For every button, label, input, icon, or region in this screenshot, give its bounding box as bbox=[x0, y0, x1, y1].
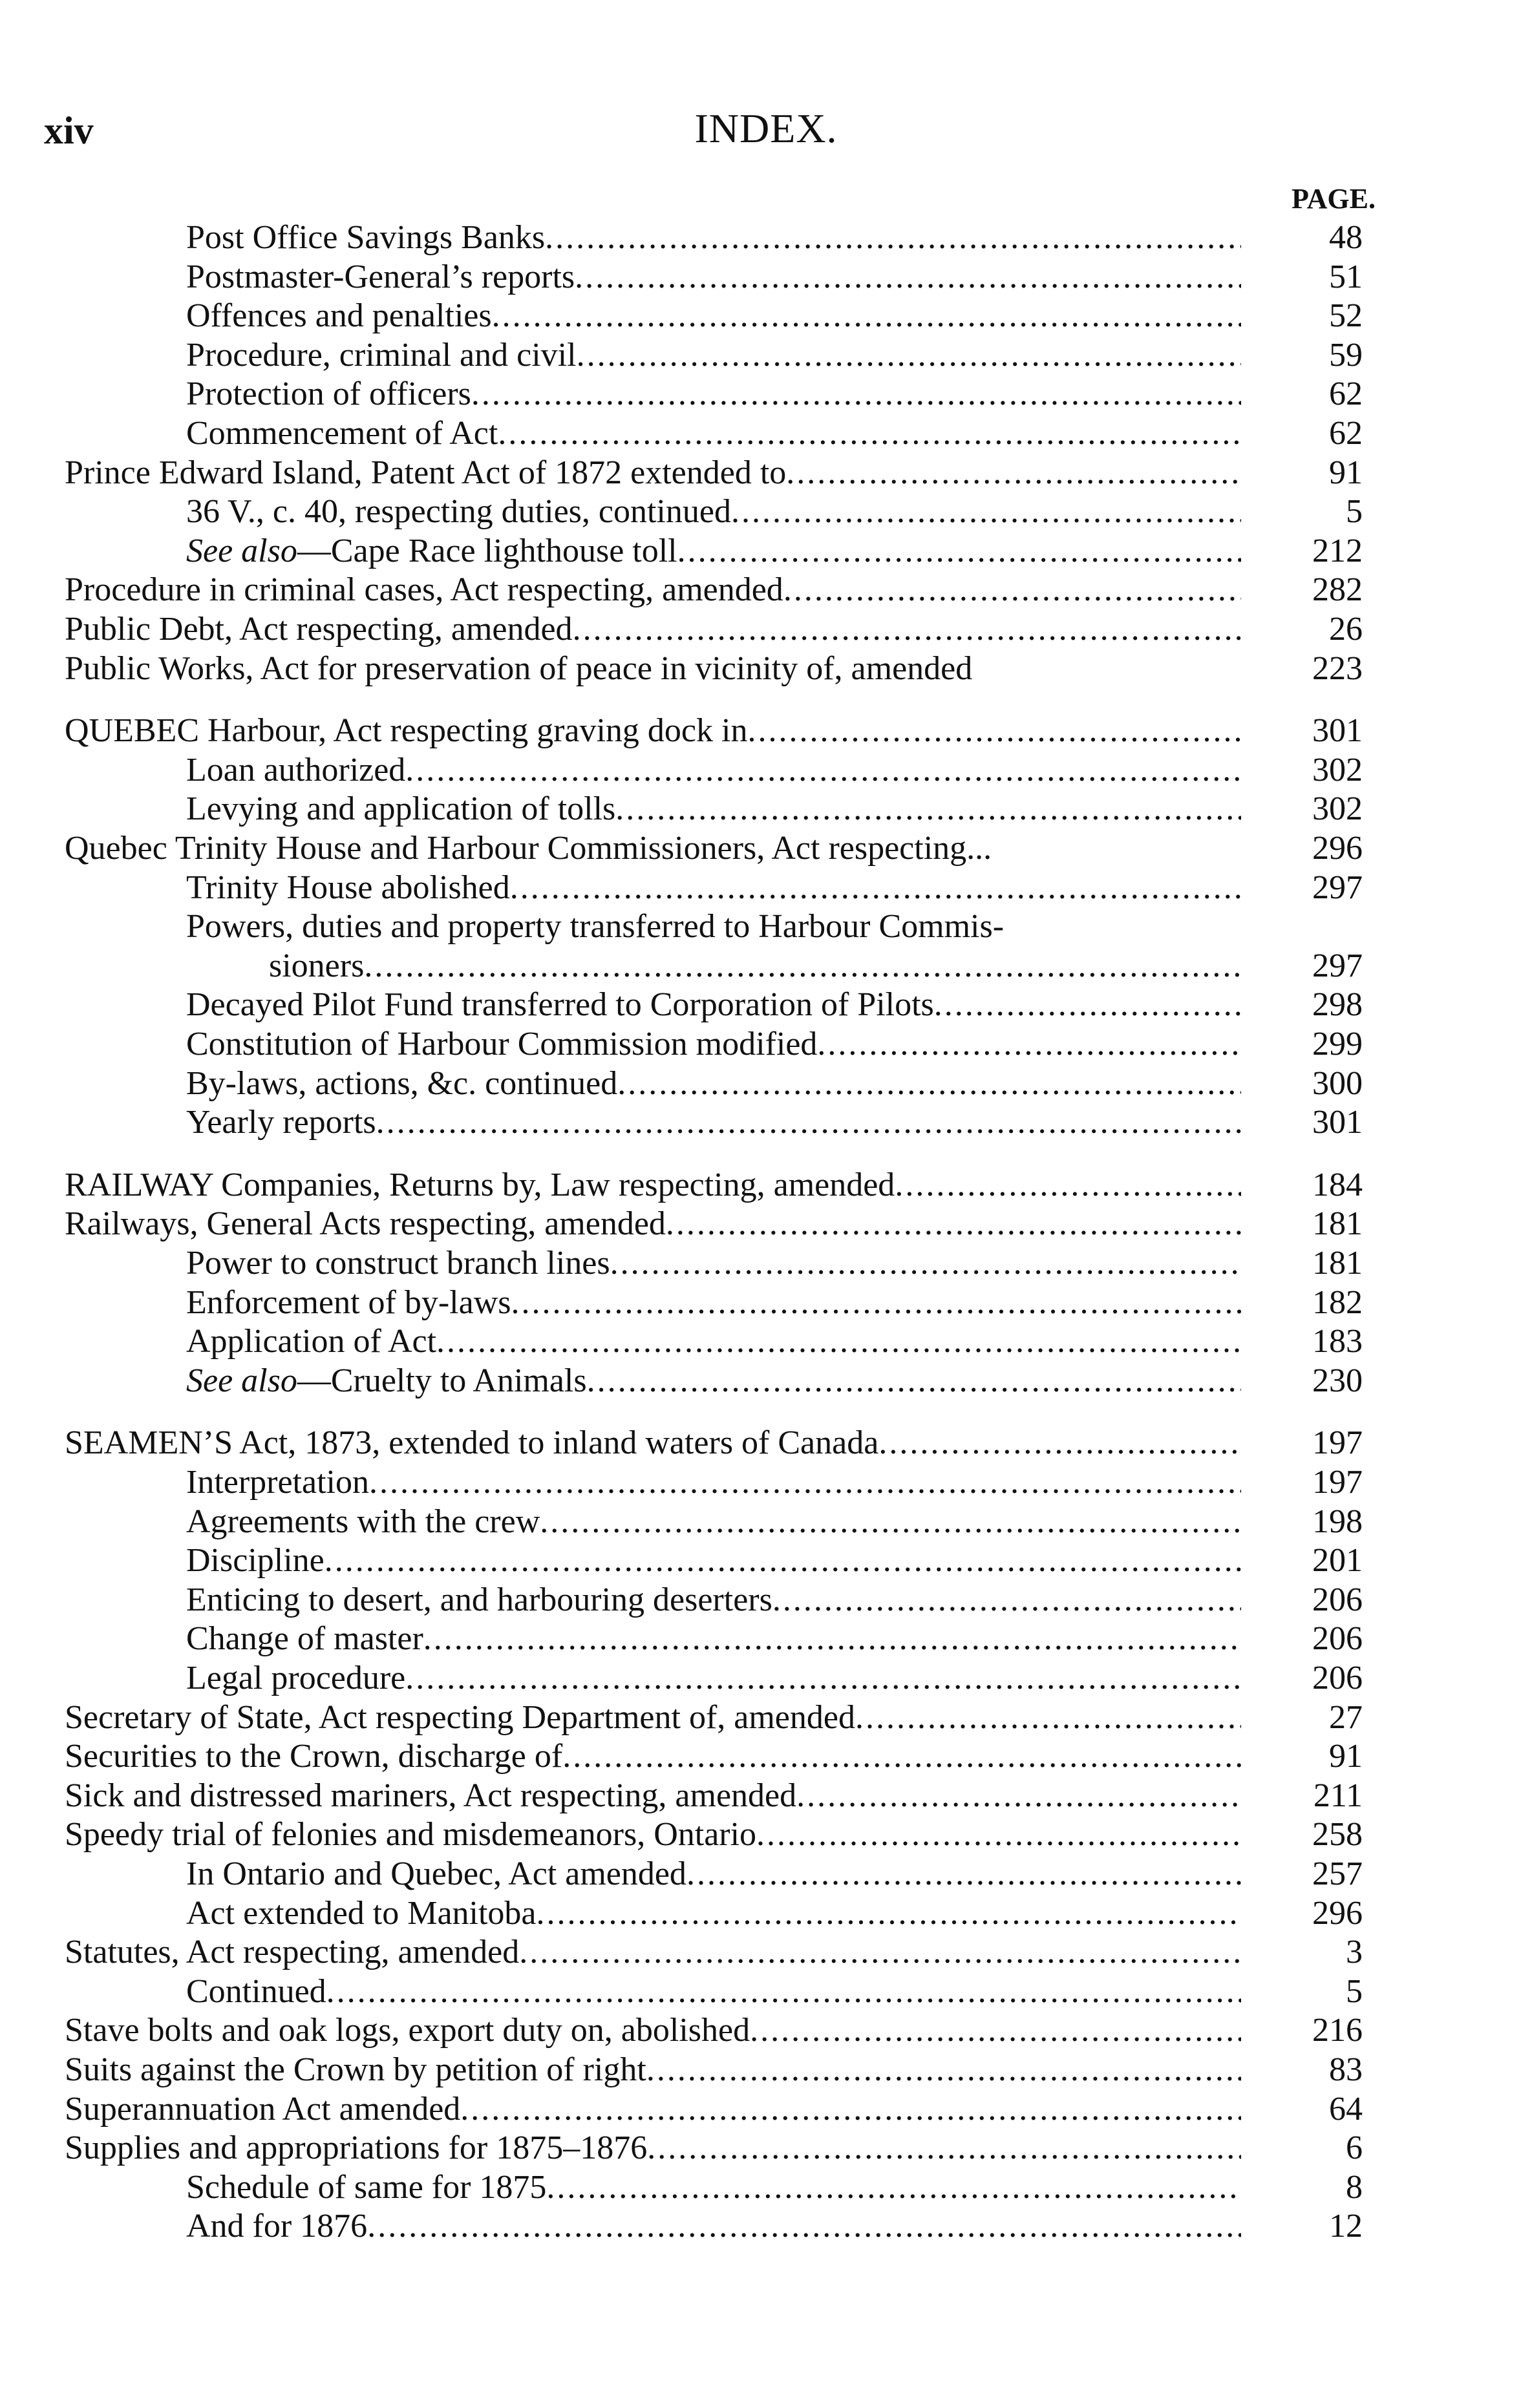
index-entry-label: RAILWAY Companies, Returns by, Law respecting, amended bbox=[65, 1167, 895, 1203]
index-entry-prefix: See also bbox=[186, 1362, 297, 1399]
index-entry-page: 3 bbox=[1346, 1934, 1363, 1970]
index-entry-page: 197 bbox=[1312, 1464, 1363, 1501]
index-entry-text bbox=[65, 610, 573, 649]
index-entry-page: 302 bbox=[1312, 752, 1363, 788]
index-entry-text bbox=[186, 751, 405, 790]
dot-leader bbox=[460, 2090, 1241, 2129]
index-entry-label: Procedure, criminal and civil bbox=[186, 337, 577, 374]
index-entry bbox=[65, 2011, 1241, 2050]
index-entry-text bbox=[186, 986, 934, 1024]
dot-leader bbox=[1004, 907, 1241, 946]
index-entry-text bbox=[186, 1463, 369, 1502]
index-entry bbox=[65, 1424, 1241, 1463]
index-entry-page: 27 bbox=[1329, 1699, 1363, 1736]
index-entry-text bbox=[186, 1244, 610, 1283]
dot-leader bbox=[895, 1166, 1241, 1205]
dot-leader bbox=[677, 532, 1241, 571]
index-entry-text bbox=[186, 1972, 326, 2011]
dot-leader bbox=[562, 1737, 1241, 1776]
index-entry-label: Interpretation bbox=[186, 1464, 369, 1501]
dot-leader bbox=[510, 869, 1241, 907]
index-entry-page: 181 bbox=[1312, 1205, 1363, 1242]
index-entry-page: 52 bbox=[1329, 297, 1363, 334]
index-entry bbox=[186, 1025, 1241, 1064]
index-entry-text bbox=[65, 650, 972, 688]
index-entry-page: 184 bbox=[1312, 1167, 1363, 1203]
index-entry bbox=[186, 1362, 1241, 1400]
dot-leader bbox=[878, 1424, 1241, 1463]
dot-leader bbox=[772, 1581, 1241, 1620]
dot-leader bbox=[423, 1620, 1241, 1658]
index-entry-page: 301 bbox=[1312, 712, 1363, 749]
index-entry bbox=[186, 532, 1241, 571]
dot-leader bbox=[405, 751, 1241, 790]
index-entry bbox=[186, 1244, 1241, 1283]
dot-leader bbox=[471, 375, 1241, 414]
index-entry-page: 8 bbox=[1346, 2169, 1363, 2206]
dot-leader bbox=[610, 1244, 1241, 1283]
index-entry bbox=[186, 297, 1241, 335]
index-entry-text bbox=[186, 336, 577, 375]
index-entry-page: 296 bbox=[1312, 1895, 1363, 1932]
index-entry-page: 59 bbox=[1329, 337, 1363, 374]
index-entry-page: 206 bbox=[1312, 1581, 1363, 1618]
index-entry bbox=[65, 1166, 1241, 1205]
index-entry-page: 12 bbox=[1329, 2208, 1363, 2244]
dot-leader bbox=[817, 1025, 1241, 1064]
index-entry-label: Sick and distressed mariners, Act respecting, amended bbox=[65, 1777, 797, 1814]
index-entry-page: 6 bbox=[1346, 2129, 1363, 2166]
index-entry-label: Decayed Pilot Fund transferred to Corporation of Pilots bbox=[186, 986, 934, 1023]
index-entry-text bbox=[65, 454, 786, 492]
page-number: xiv bbox=[44, 109, 94, 152]
index-entry bbox=[186, 1894, 1241, 1933]
index-entry-text bbox=[186, 258, 575, 297]
index-entry bbox=[186, 1103, 1241, 1142]
index-entry-page: 301 bbox=[1312, 1104, 1363, 1141]
index-entry-text bbox=[65, 2090, 460, 2129]
index-entry bbox=[186, 1581, 1241, 1620]
index-entry-text bbox=[65, 1777, 796, 1815]
index-entry-text bbox=[186, 375, 471, 414]
index-entry-label: Commencement of Act bbox=[186, 415, 498, 452]
dot-leader bbox=[546, 2168, 1241, 2207]
index-entry-label: Schedule of same for 1875 bbox=[186, 2169, 547, 2206]
index-entry-text bbox=[186, 492, 731, 531]
index-entry-label: Discipline bbox=[186, 1542, 324, 1579]
index-entry bbox=[186, 218, 1241, 257]
index-entry-label: Legal procedure bbox=[186, 1660, 406, 1696]
index-entry-label: Agreements with the crew bbox=[186, 1503, 540, 1540]
index-entry-page: 297 bbox=[1312, 947, 1363, 984]
dot-leader bbox=[796, 1777, 1241, 1815]
index-entry bbox=[65, 650, 1241, 688]
index-entry-label: Prince Edward Island, Patent Act of 1872 extended to bbox=[65, 454, 787, 491]
index-entry bbox=[65, 1815, 1241, 1854]
index-entry-page: 197 bbox=[1312, 1424, 1363, 1461]
index-entry-page: 51 bbox=[1329, 259, 1363, 295]
index-entry-text bbox=[65, 1166, 895, 1205]
index-entry-label: Quebec Trinity House and Harbour Commissioners, Act respecting... bbox=[65, 830, 992, 867]
index-entry-label: Public Works, Act for preservation of peace in vicinity of, amended bbox=[65, 650, 973, 687]
dot-leader bbox=[972, 650, 1241, 688]
dot-leader bbox=[498, 414, 1241, 453]
index-entry-page: 206 bbox=[1312, 1620, 1363, 1657]
index-entry-text bbox=[186, 869, 510, 907]
dot-leader bbox=[575, 258, 1241, 297]
index-entry-page: 296 bbox=[1312, 830, 1363, 867]
index-entry bbox=[65, 1777, 1241, 1815]
index-entry-label: QUEBEC Harbour, Act respecting graving dock in bbox=[65, 712, 748, 749]
index-entry-text bbox=[186, 1103, 376, 1142]
index-entry bbox=[65, 2090, 1241, 2129]
page-column-label: PAGE. bbox=[1292, 183, 1376, 215]
index-entry-text bbox=[186, 1855, 686, 1894]
dot-leader bbox=[992, 829, 1241, 868]
index-entry-text bbox=[186, 1362, 587, 1400]
index-entry-page: 223 bbox=[1312, 650, 1363, 687]
dot-leader bbox=[577, 336, 1241, 375]
index-entry-label: Continued bbox=[186, 1973, 326, 2010]
index-entry-text bbox=[269, 947, 364, 986]
index-entry-label: Enforcement of by-laws bbox=[186, 1284, 511, 1321]
index-entry-page: 299 bbox=[1312, 1026, 1363, 1062]
dot-leader bbox=[686, 1855, 1241, 1894]
dot-leader bbox=[647, 2129, 1241, 2168]
index-entry-text bbox=[186, 1025, 817, 1064]
index-entry-text bbox=[186, 907, 1004, 946]
dot-leader bbox=[855, 1698, 1241, 1737]
dot-leader bbox=[405, 1659, 1241, 1698]
index-entry-page: 26 bbox=[1329, 611, 1363, 648]
index-entry-page: 298 bbox=[1312, 986, 1363, 1023]
running-head-title: INDEX. bbox=[694, 105, 838, 151]
index-entry-text bbox=[186, 532, 677, 571]
index-entry-page: 257 bbox=[1312, 1855, 1363, 1892]
index-entry bbox=[65, 571, 1241, 609]
index-entry bbox=[186, 414, 1241, 453]
index-entry bbox=[186, 751, 1241, 790]
index-entry bbox=[186, 907, 1241, 946]
index-entry bbox=[186, 258, 1241, 297]
index-entry bbox=[65, 829, 1241, 868]
dot-leader bbox=[376, 1103, 1241, 1142]
index-entry-page: 201 bbox=[1312, 1542, 1363, 1579]
index-entry bbox=[186, 2207, 1241, 2246]
index-entry-page: 258 bbox=[1312, 1816, 1363, 1853]
dot-leader bbox=[615, 790, 1241, 829]
dot-leader bbox=[326, 1972, 1241, 2011]
index-entry-label: Superannuation Act amended bbox=[65, 2091, 461, 2128]
index-entry-text bbox=[186, 2207, 367, 2246]
dot-leader bbox=[747, 712, 1241, 750]
index-entry-text bbox=[186, 297, 492, 335]
index-entry-page: 282 bbox=[1312, 571, 1363, 608]
dot-leader bbox=[750, 2011, 1241, 2050]
index-entry-label: Postmaster-General’s reports bbox=[186, 259, 575, 295]
index-entry-text bbox=[65, 2129, 647, 2168]
index-entry bbox=[186, 375, 1241, 414]
index-entry-label: Power to construct branch lines bbox=[186, 1245, 610, 1282]
index-entry bbox=[186, 790, 1241, 829]
index-entry bbox=[186, 1283, 1241, 1322]
dot-leader bbox=[573, 610, 1241, 649]
index-entry-label: —Cruelty to Animals bbox=[297, 1362, 587, 1399]
index-entry-page: 5 bbox=[1346, 493, 1363, 530]
index-entry-label: Act extended to Manitoba bbox=[186, 1895, 537, 1932]
dot-leader bbox=[783, 571, 1241, 609]
index-entry bbox=[186, 1503, 1241, 1541]
index-entry-text bbox=[65, 829, 992, 868]
dot-leader bbox=[492, 297, 1241, 335]
index-entry bbox=[186, 2168, 1241, 2207]
index-entry-text bbox=[186, 790, 615, 829]
index-entry-label: 36 V., c. 40, respecting duties, continued bbox=[186, 493, 731, 530]
index-entry-label: Procedure in criminal cases, Act respecting, amended bbox=[65, 571, 783, 608]
index-entry-text bbox=[186, 1541, 324, 1580]
index-entry-text bbox=[186, 1659, 405, 1698]
index-entry-text bbox=[186, 414, 498, 453]
index-entry bbox=[186, 1620, 1241, 1658]
index-entry-page: 91 bbox=[1329, 454, 1363, 491]
index-entry-label: Public Debt, Act respecting, amended bbox=[65, 611, 573, 648]
index-entry-label: And for 1876 bbox=[186, 2208, 368, 2244]
index-entry-label: Yearly reports bbox=[186, 1104, 376, 1141]
index-entry bbox=[65, 1205, 1241, 1243]
index-entry bbox=[186, 492, 1241, 531]
index-entry-label: Secretary of State, Act respecting Department of, amended bbox=[65, 1699, 855, 1736]
index-entry-label: Suits against the Crown by petition of right bbox=[65, 2051, 646, 2088]
index-entry-text bbox=[186, 1322, 436, 1361]
index-entry-page: 62 bbox=[1329, 415, 1363, 452]
index-entry bbox=[186, 1541, 1241, 1580]
index-entry-label: Change of master bbox=[186, 1620, 423, 1657]
index-entry-label: SEAMEN’S Act, 1873, extended to inland waters of Canada bbox=[65, 1424, 879, 1461]
index-entry bbox=[65, 1698, 1241, 1737]
dot-leader bbox=[617, 1064, 1241, 1103]
dot-leader bbox=[324, 1541, 1241, 1580]
index-entry-prefix: See also bbox=[186, 533, 297, 569]
index-entry-text bbox=[186, 2168, 546, 2207]
index-entry-label: In Ontario and Quebec, Act amended bbox=[186, 1855, 686, 1892]
index-entry-label: Railways, General Acts respecting, amended bbox=[65, 1205, 666, 1242]
index-entry bbox=[65, 610, 1241, 649]
dot-leader bbox=[367, 2207, 1241, 2246]
index-entry-text bbox=[65, 1737, 562, 1776]
dot-leader bbox=[369, 1463, 1241, 1502]
index-entry-label: Speedy trial of felonies and misdemeanors, Ontario bbox=[65, 1816, 757, 1853]
index-entry-label: Securities to the Crown, discharge of bbox=[65, 1738, 563, 1775]
index-entry bbox=[186, 1972, 1241, 2011]
index-entry bbox=[65, 712, 1241, 750]
index-entry-label: Protection of officers bbox=[186, 375, 471, 412]
index-entry-text bbox=[186, 1283, 511, 1322]
index-entry-label: Stave bolts and oak logs, export duty on, abolished bbox=[65, 2012, 750, 2049]
index-entry-text bbox=[65, 1424, 878, 1463]
index-entry-page: 183 bbox=[1312, 1323, 1363, 1360]
index-entry-page: 64 bbox=[1329, 2091, 1363, 2128]
index-entry-label: Statutes, Act respecting, amended bbox=[65, 1934, 520, 1970]
dot-leader bbox=[511, 1283, 1241, 1322]
index-entry-page: 91 bbox=[1329, 1738, 1363, 1775]
dot-leader bbox=[545, 218, 1241, 257]
index-entry-page: 206 bbox=[1312, 1660, 1363, 1696]
index-entry-page: 230 bbox=[1312, 1362, 1363, 1399]
index-entry-text bbox=[65, 1698, 855, 1737]
index-entry bbox=[65, 454, 1241, 492]
index-entry bbox=[65, 2051, 1241, 2089]
index-entry-page: 83 bbox=[1329, 2051, 1363, 2088]
index-entry-label: By-laws, actions, &c. continued bbox=[186, 1065, 618, 1102]
dot-leader bbox=[646, 2051, 1241, 2089]
index-entry bbox=[186, 336, 1241, 375]
index-entry-text bbox=[65, 712, 747, 750]
index-entry bbox=[186, 1659, 1241, 1698]
index-entry-label: Loan authorized bbox=[186, 752, 406, 788]
index-entry bbox=[65, 1933, 1241, 1972]
index-entry-label: —Cape Race lighthouse toll bbox=[297, 533, 677, 569]
dot-leader bbox=[436, 1322, 1241, 1361]
index-entry-text bbox=[65, 1205, 666, 1243]
dot-leader bbox=[731, 492, 1241, 531]
index-entry bbox=[186, 1855, 1241, 1894]
index-entry-text bbox=[186, 1503, 540, 1541]
index-entry-label: Powers, duties and property transferred to Harbour Commis- bbox=[186, 908, 1005, 945]
index-entry-label: Post Office Savings Banks bbox=[186, 219, 546, 256]
index-entry-text bbox=[65, 2011, 750, 2050]
index-entry-label: Application of Act bbox=[186, 1323, 437, 1360]
index-entry-page: 216 bbox=[1312, 2012, 1363, 2049]
index-entry-text bbox=[186, 1894, 537, 1933]
index-entry bbox=[186, 986, 1241, 1024]
index-entry bbox=[186, 869, 1241, 907]
index-entry-label: Trinity House abolished bbox=[186, 869, 510, 906]
index-entry-page: 48 bbox=[1329, 219, 1363, 256]
index-entry-page: 198 bbox=[1312, 1503, 1363, 1540]
index-entry-label: Levying and application of tolls bbox=[186, 790, 616, 827]
index-entry-text bbox=[186, 1620, 423, 1658]
index-entry-text bbox=[65, 1933, 519, 1972]
dot-leader bbox=[934, 986, 1241, 1024]
dot-leader bbox=[540, 1503, 1241, 1541]
index-entry-page: 212 bbox=[1312, 533, 1363, 569]
index-entry-text bbox=[65, 571, 783, 609]
index-entry-page: 300 bbox=[1312, 1065, 1363, 1102]
index-entry bbox=[65, 1737, 1241, 1776]
dot-leader bbox=[786, 454, 1241, 492]
index-entry-text bbox=[186, 1064, 617, 1103]
dot-leader bbox=[666, 1205, 1241, 1243]
index-entry-page: 62 bbox=[1329, 375, 1363, 412]
index-entry bbox=[186, 1322, 1241, 1361]
index-entry-text bbox=[186, 1581, 772, 1620]
index-entry-label: sioners bbox=[269, 947, 365, 984]
index-entry bbox=[186, 1463, 1241, 1502]
index-entry bbox=[186, 1064, 1241, 1103]
dot-leader bbox=[756, 1815, 1241, 1854]
index-entry-page: 182 bbox=[1312, 1284, 1363, 1321]
index-entry bbox=[65, 2129, 1241, 2168]
index-entry-label: Constitution of Harbour Commission modified bbox=[186, 1026, 818, 1062]
dot-leader bbox=[519, 1933, 1241, 1972]
index-entry-label: Supplies and appropriations for 1875–1876 bbox=[65, 2129, 648, 2166]
index-entry-page: 302 bbox=[1312, 790, 1363, 827]
index-entry-page: 211 bbox=[1313, 1777, 1363, 1814]
index-entry-page: 181 bbox=[1312, 1245, 1363, 1282]
index-entry-page: 5 bbox=[1346, 1973, 1363, 2010]
index-entry-label: Enticing to desert, and harbouring deserters bbox=[186, 1581, 772, 1618]
index-entry-text bbox=[65, 2051, 646, 2089]
index-entry-label: Offences and penalties bbox=[186, 297, 492, 334]
index-entry-text bbox=[65, 1815, 756, 1854]
dot-leader bbox=[587, 1362, 1241, 1400]
index-entry bbox=[269, 947, 1241, 986]
dot-leader bbox=[537, 1894, 1241, 1933]
dot-leader bbox=[364, 947, 1241, 986]
index-entry-page: 297 bbox=[1312, 869, 1363, 906]
index-entry-text bbox=[186, 218, 545, 257]
